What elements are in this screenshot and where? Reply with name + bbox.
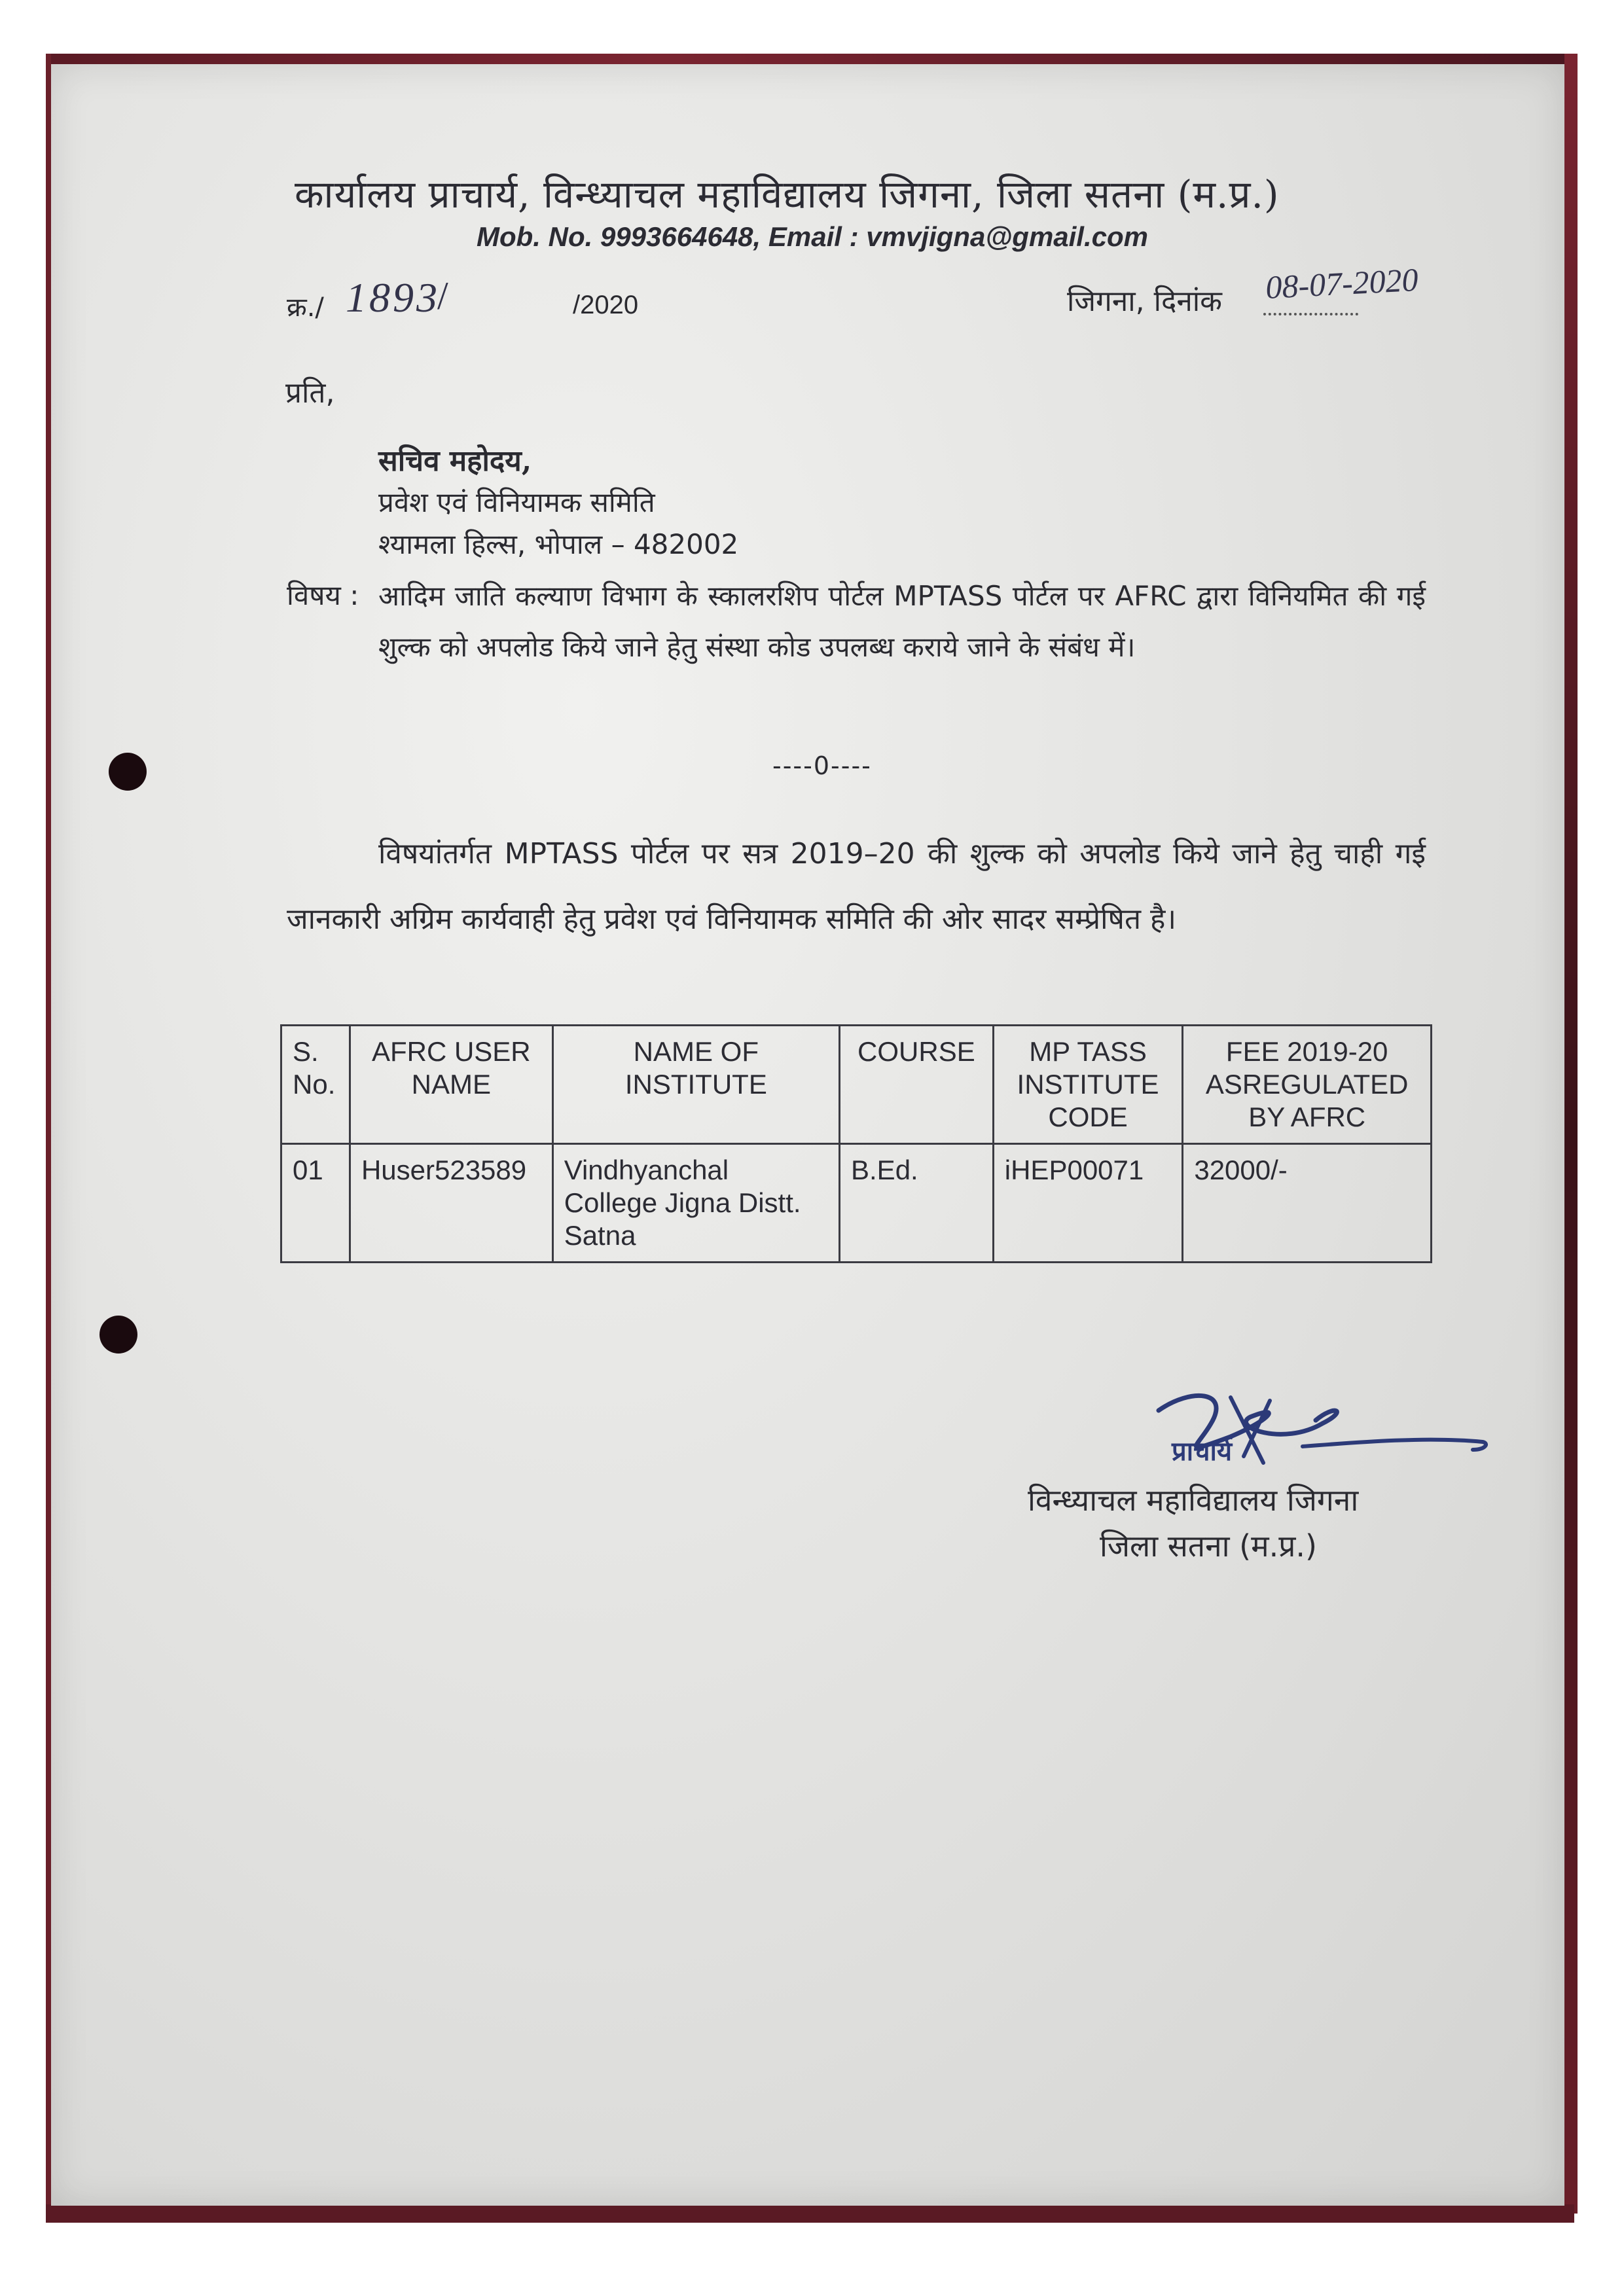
- reference-number: 1893: [346, 274, 440, 321]
- subject-label: विषय :: [287, 579, 359, 611]
- table-cell: iHEP00071: [993, 1144, 1183, 1263]
- table-cell: 32000/-: [1183, 1144, 1432, 1263]
- letterhead-title: कार्यालय प्राचार्य, विन्ध्याचल महाविद्यालय जिगना, जिला सतना (म.प्र.): [295, 172, 1280, 217]
- column-header: MP TASS INSTITUTE CODE: [993, 1026, 1183, 1144]
- table-cell: 01: [281, 1144, 350, 1263]
- reference-year: /2020: [573, 291, 639, 319]
- date-label: जिगना, दिनांक: [1067, 285, 1222, 318]
- addressee-line-2: प्रवेश एवं विनियामक समिति: [378, 486, 655, 518]
- column-header: S. No.: [281, 1026, 350, 1144]
- letterhead-contact: Mob. No. 9993664648, Email : vmvjigna@gmail.com: [477, 221, 1149, 252]
- backdrop-right-edge: [1564, 54, 1578, 2214]
- signatory-district: जिला सतना (म.प्र.): [1100, 1528, 1317, 1564]
- addressee-line-3: श्यामला हिल्स, भोपाल – 482002: [378, 528, 739, 560]
- backdrop-left-edge: [46, 54, 51, 2214]
- column-header: FEE 2019-20 ASREGULATED BY AFRC: [1183, 1026, 1432, 1144]
- salutation: प्रति,: [285, 376, 335, 410]
- column-header: COURSE: [840, 1026, 994, 1144]
- table-row: [281, 1144, 1432, 1263]
- table-header-row: [281, 1026, 1432, 1144]
- backdrop-bottom-edge: [46, 2204, 1574, 2223]
- section-divider: ----0----: [772, 751, 872, 780]
- fee-table: [280, 1024, 1432, 1263]
- reference-slash: /: [437, 274, 448, 317]
- letter-date: 08-07-2020: [1265, 260, 1419, 306]
- column-header: AFRC USER NAME: [350, 1026, 552, 1144]
- table-cell: B.Ed.: [840, 1144, 994, 1263]
- table-cell: Huser523589: [350, 1144, 552, 1263]
- punch-hole: [99, 1316, 137, 1354]
- signatory-title: प्राचार्य: [1172, 1437, 1233, 1467]
- subject-text: आदिम जाति कल्याण विभाग के स्कालरशिप पोर्टल MPTASS पोर्टल पर AFRC द्वारा विनियमित की गई शुल्क को अपलोड किये जाने हेतु संस्था कोड उपलब्ध कराये जाने के संबंध में।: [378, 580, 1426, 663]
- addressee-line-1: सचिव महोदय,: [378, 444, 532, 478]
- table-cell: Vindhyanchal College Jigna Distt. Satna: [552, 1144, 839, 1263]
- signatory-institution: विन्ध्याचल महाविद्यालय जिगना: [1028, 1482, 1359, 1518]
- reference-prefix: क्र./: [287, 293, 324, 323]
- punch-hole: [109, 753, 147, 791]
- column-header: NAME OF INSTITUTE: [552, 1026, 839, 1144]
- date-dotted-line: [1263, 313, 1358, 315]
- body-paragraph: विषयांतर्गत MPTASS पोर्टल पर सत्र 2019–20 की शुल्क को अपलोड किये जाने हेतु चाही गई जानकारी अग्रिम कार्यवाही हेतु प्रवेश एवं विनियामक समिति की ओर सादर सम्प्रेषित है।: [287, 837, 1426, 936]
